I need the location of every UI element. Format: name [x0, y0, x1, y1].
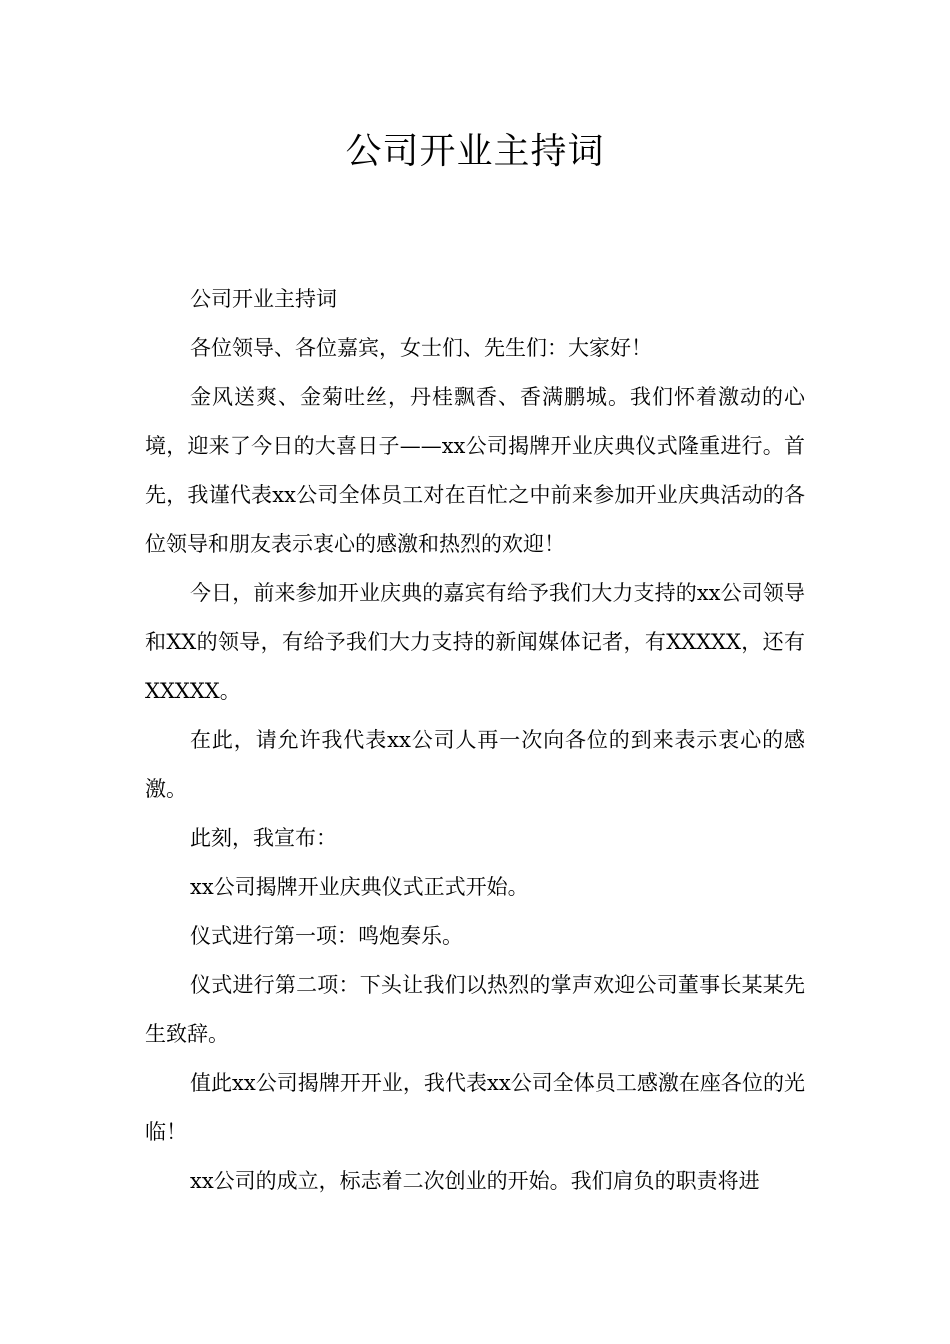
document-title: 公司开业主持词	[345, 131, 605, 172]
paragraph-heading: 公司开业主持词	[190, 287, 337, 311]
paragraph-item-two: 仪式进行第二项：下头让我们以热烈的掌声欢迎公司董事长某某先生致辞。	[145, 973, 805, 1046]
paragraph-thanks: 在此，请允许我代表xx公司人再一次向各位的到来表示衷心的感激。	[145, 728, 805, 801]
paragraph-announce: 此刻，我宣布：	[190, 826, 337, 850]
paragraph-item-one: 仪式进行第一项：鸣炮奏乐。	[190, 924, 463, 948]
document-body	[145, 275, 805, 1206]
paragraph-founding: xx公司的成立，标志着二次创业的开始。我们肩负的职责将进	[190, 1169, 760, 1193]
paragraph-greeting: 各位领导、各位嘉宾，女士们、先生们：大家好！	[190, 336, 652, 360]
paragraph-welcome: 值此xx公司揭牌开开业，我代表xx公司全体员工感激在座各位的光临！	[145, 1071, 805, 1144]
paragraph-guests: 今日，前来参加开业庆典的嘉宾有给予我们大力支持的xx公司领导和XX的领导，有给予我们大力支持的新闻媒体记者，有XXXXX，还有XXXXX。	[145, 581, 805, 703]
paragraph-opening: 金风送爽、金菊吐丝，丹桂飘香、香满鹏城。我们怀着激动的心境，迎来了今日的大喜日子——xx公司揭牌开业庆典仪式隆重进行。首先，我谨代表xx公司全体员工对在百忙之中前来参加开业庆典活动的各位领导和朋友表示衷心的感激和热烈的欢迎！	[145, 385, 805, 556]
paragraph-start: xx公司揭牌开业庆典仪式正式开始。	[190, 875, 529, 899]
